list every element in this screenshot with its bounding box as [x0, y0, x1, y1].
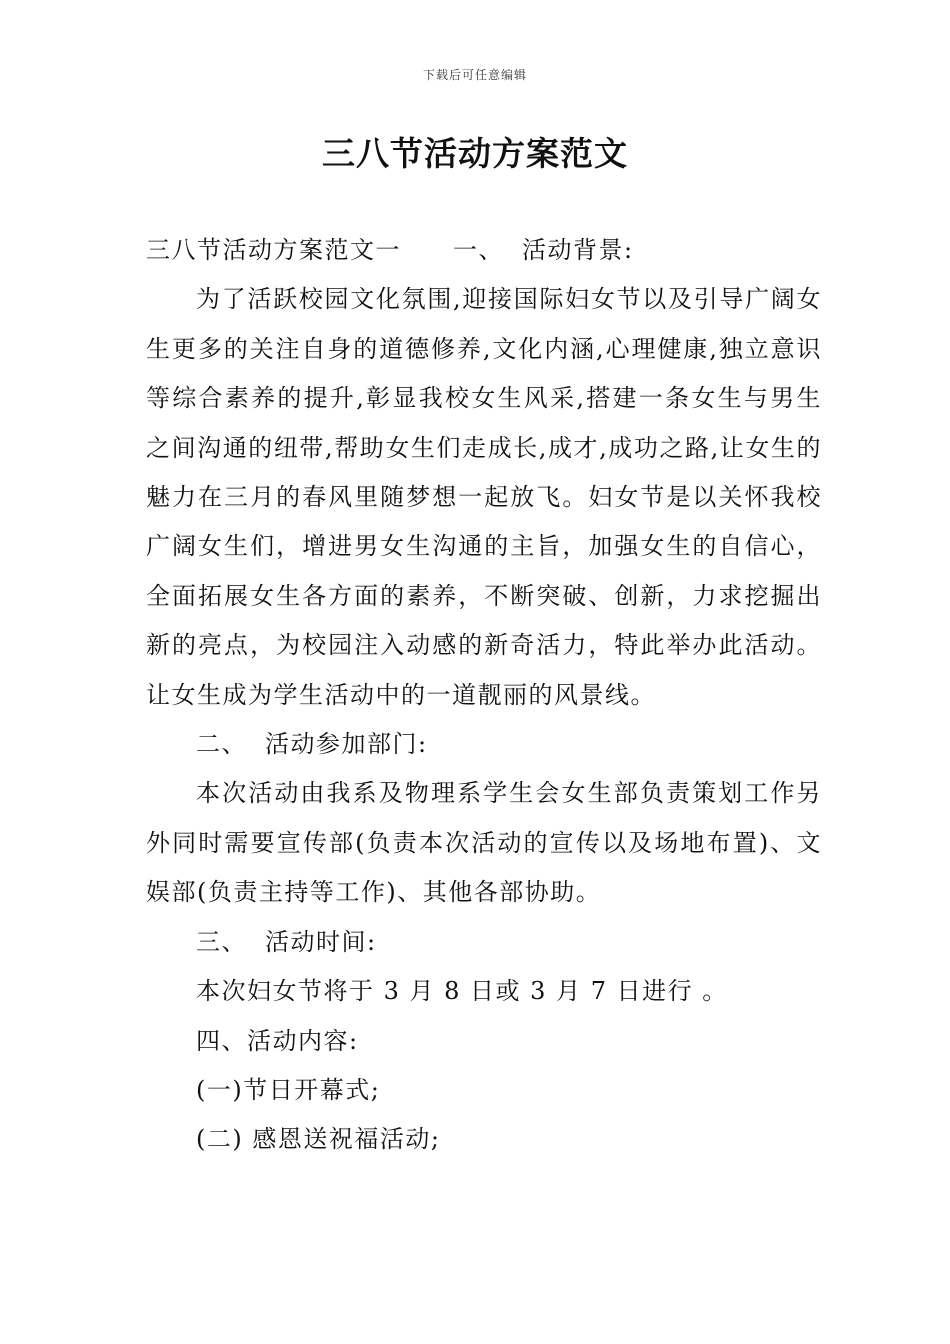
paragraph-time: 本次妇女节将于 3 月 8 日或 3 月 7 日进行 。: [196, 977, 728, 1006]
paragraph-background: 为了活跃校园文化氛围,迎接国际妇女节以及引导广阔女生更多的关注自身的道德修养,文化内涵,心理健康,独立意识等综合素养的提升,彰显我校女生风采,搭建一条女生与男生之间沟通的纽带,帮助女生们走成长,成才,成功之路,让女生的魅力在三月的春风里随梦想一起放飞。妇女节是以关怀我校广阔女生们，增进男女生沟通的主旨，加强女生的自信心，全面拓展女生各方面的素养，不断突破、创新，力求挖掘出新的亮点，为校园注入动感的新奇活力，特此举办此活动。让女生成为学生活动中的一道靓丽的风景线。: [146, 285, 822, 709]
list-item: (二) 感恩送祝福活动;: [196, 1125, 441, 1154]
section-three-heading: 活动时间:: [265, 927, 377, 956]
section-one-heading: 活动背景:: [522, 236, 634, 264]
section-two-heading: 活动参加部门:: [265, 730, 428, 759]
section-one-number: 一、: [453, 236, 504, 264]
section-three-number: 三、: [196, 927, 247, 956]
header-note: 下载后可任意编辑: [422, 68, 527, 82]
section-four-heading: 四、活动内容:: [196, 1026, 359, 1055]
list-item: (一)节日开幕式;: [196, 1075, 381, 1104]
section-three-line: [146, 918, 822, 967]
paragraph-departments: 本次活动由我系及物理系学生会女生部负责策划工作另外同时需要宣传部(负责本次活动的宣传以及场地布置)、文娱部(负责主持等工作)、其他各部协助。: [146, 779, 822, 907]
section-two-line: [146, 720, 822, 769]
intro-line: [146, 226, 822, 275]
section-two-number: 二、: [196, 730, 247, 759]
document-body: [146, 226, 822, 1165]
page-title: 三八节活动方案范文: [322, 134, 628, 173]
intro-lead: 三八节活动方案范文一: [146, 236, 401, 264]
